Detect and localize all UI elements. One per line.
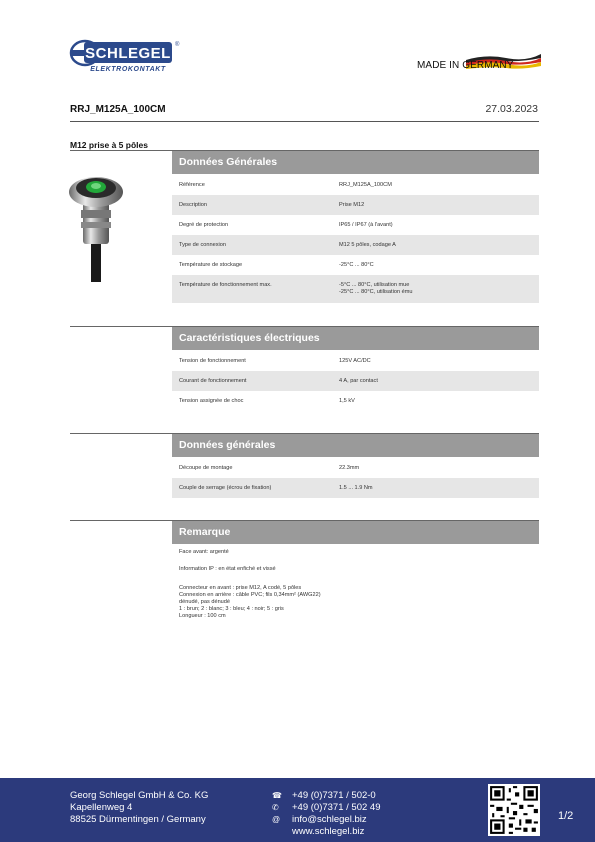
company-name: Georg Schlegel GmbH & Co. KG <box>70 790 209 801</box>
row-key: Description <box>179 202 207 208</box>
footer <box>0 778 595 842</box>
remark-text: Connecteur en avant : prise M12, A codé, 5 pôles Connexion en arrière : câble PVC; fils 0,34mm² (AWG22) dénudé, pas dénudé 1 : brun; 2 : blanc; 3 : bleu; 4 : noir; 5 : gris Longueur : 100 cm <box>179 585 321 619</box>
row-key: Découpe de montage <box>179 465 233 471</box>
table-row <box>172 458 539 478</box>
phone-number: +49 (0)7371 / 502-0 <box>292 790 376 801</box>
row-value: 22.3mm <box>339 465 360 471</box>
row-key: Référence <box>179 182 205 188</box>
table-row <box>172 255 539 275</box>
fax-icon: ✆ <box>272 803 279 812</box>
page-number: 1/2 <box>558 810 574 822</box>
table-row <box>172 195 539 215</box>
section-header-electrical: Caractéristiques électriques <box>172 327 539 350</box>
phone-icon: ☎ <box>272 791 282 800</box>
document-date: 27.03.2023 <box>485 103 538 115</box>
svg-text:®: ® <box>175 42 180 48</box>
fax-number: +49 (0)7371 / 502 49 <box>292 802 381 813</box>
svg-text:ELEKTROKONTAKT: ELEKTROKONTAKT <box>90 66 166 73</box>
row-key: Couple de serrage (écrou de fixation) <box>179 485 272 491</box>
row-key: Type de connexion <box>179 242 226 248</box>
table-row <box>172 478 539 498</box>
table-row <box>172 215 539 235</box>
schlegel-logo <box>70 39 178 73</box>
footer-contact <box>292 790 380 838</box>
row-value: 125V AC/DC <box>339 358 371 364</box>
table-row <box>172 351 539 371</box>
made-in-label: MADE IN GERMANY <box>417 60 514 71</box>
product-code: RRJ_M125A_100CM <box>70 104 166 115</box>
remark-text: Face avant: argenté <box>179 549 229 555</box>
remark-text: Information IP : en état enfiché et vissé <box>179 566 276 572</box>
row-value: 1.5 ... 1.9 Nm <box>339 485 373 491</box>
row-key: Température de stockage <box>179 262 243 268</box>
table-row <box>172 275 539 303</box>
svg-text:SCHLEGEL: SCHLEGEL <box>85 45 171 62</box>
row-key: Courant de fonctionnement <box>179 378 247 384</box>
section-header-remark: Remarque <box>172 521 539 544</box>
row-key: Tension assignée de choc <box>179 398 244 404</box>
section-header-mechanical: Données générales <box>172 434 539 457</box>
section-header-general: Données Générales <box>172 151 539 174</box>
row-value: RRJ_M125A_100CM <box>339 182 392 188</box>
table-row <box>172 391 539 411</box>
email-link[interactable]: info@schlegel.biz <box>292 814 367 825</box>
qr-code <box>488 784 540 836</box>
row-key: Température de fonctionnement max. <box>179 282 272 288</box>
table-row <box>172 371 539 391</box>
street: Kapellenweg 4 <box>70 802 133 813</box>
city: 88525 Dürmentingen / Germany <box>70 814 206 825</box>
footer-address <box>70 790 208 826</box>
email-icon: @ <box>272 815 281 824</box>
header-divider <box>70 121 539 122</box>
row-value: 4 A, par contact <box>339 378 378 384</box>
product-image <box>68 170 124 285</box>
row-value: 1,5 kV <box>339 398 355 404</box>
table-row <box>172 235 539 255</box>
row-value: -25°C ... 80°C <box>339 262 374 268</box>
row-value: IP65 / IP67 (à l'avant) <box>339 222 393 228</box>
product-subtitle: M12 prise à 5 pôles <box>70 140 148 150</box>
table-row <box>172 175 539 195</box>
row-value: Prise M12 <box>339 202 365 208</box>
row-key: Degré de protection <box>179 222 229 228</box>
row-value: -5°C ... 80°C, utilisation mue -25°C ... 80°C, utilisation ému <box>339 282 413 295</box>
row-value: M12 5 pôles, codage A <box>339 242 396 248</box>
row-key: Tension de fonctionnement <box>179 358 246 364</box>
website-link[interactable]: www.schlegel.biz <box>292 826 365 837</box>
